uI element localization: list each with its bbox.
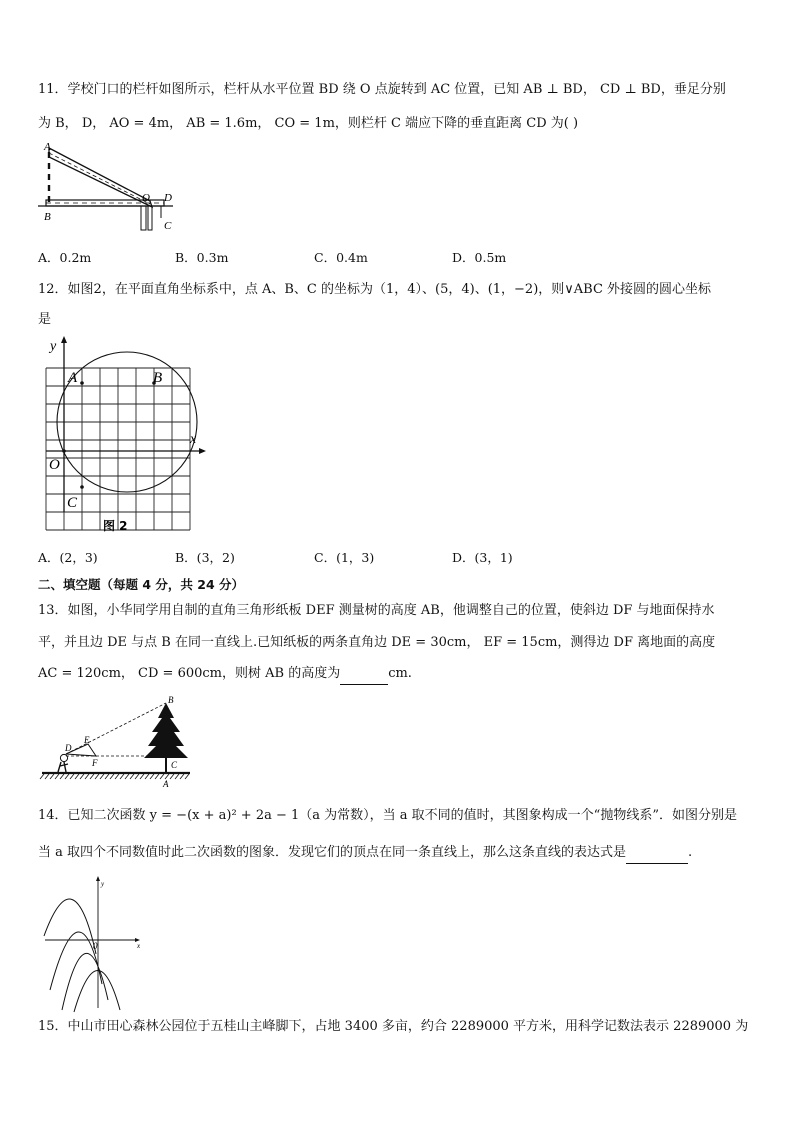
q14-label-o: 0 xyxy=(93,941,98,951)
q13-sightline-db xyxy=(66,703,166,754)
q12-caption: 图 2 xyxy=(103,519,128,533)
q14-answer-blank[interactable] xyxy=(626,843,688,864)
q11-line2: 为 B， D， AO = 4m， AB = 1.6m， CO = 1m，则栏杆 C 端应下降的垂直距离 CD 为( ) xyxy=(38,116,579,131)
q13-line2: 平，并且边 DE 与点 B 在同一直线上.已知纸板的两条直角边 DE = 30cm， EF = 15cm，测得边 DF 离地面的高度 xyxy=(38,635,716,650)
q12-option-c[interactable]: C．(1，3) xyxy=(314,550,375,565)
q13-ground-hatch xyxy=(180,774,184,779)
q11-post xyxy=(141,206,146,230)
section-fill-in-title: 二、填空题（每题 4 分，共 24 分） xyxy=(38,577,245,592)
q13-person xyxy=(60,754,67,761)
q12-option-b[interactable]: B．(3，2) xyxy=(175,550,235,565)
q13-ground-hatch xyxy=(100,774,104,779)
q13-ground-hatch xyxy=(150,774,154,779)
q13-ground-hatch xyxy=(55,774,59,779)
q14-label-y: y xyxy=(101,880,105,888)
q13-figure xyxy=(40,694,200,794)
q13-line3 xyxy=(38,664,412,685)
q13-line1: 13．如图，小华同学用自制的直角三角形纸板 DEF 测量树的高度 AB，他调整自己的位置，使斜边 DF 与地面保持水 xyxy=(38,603,715,618)
q11-line1: 11．学校门口的栏杆如图所示，栏杆从水平位置 BD 绕 O 点旋转到 AC 位置，已知 AB ⊥ BD， CD ⊥ BD，垂足分别 xyxy=(38,82,726,97)
q11-label-b: B xyxy=(44,211,51,223)
q15-line1: 15．中山市田心森林公园位于五桂山主峰脚下，占地 3400 多亩，约合 2289000 平方米，用科学记数法表示 2289000 为 xyxy=(38,1019,749,1034)
q14-line2-text: 当 a 取四个不同数值时此二次函数的图象．发现它们的顶点在同一条直线上，那么这条直线的表达式是 xyxy=(38,845,627,860)
q14-period: . xyxy=(688,845,693,860)
q13-label-a: A xyxy=(163,779,169,789)
q13-ground-hatch xyxy=(130,774,134,779)
q12-label-o: O xyxy=(49,457,60,473)
q11-label-d: D xyxy=(164,192,172,204)
q13-tree xyxy=(144,703,188,758)
q14-figure xyxy=(40,872,150,1012)
q13-unit: cm. xyxy=(388,666,412,681)
q13-ground-hatch xyxy=(170,774,174,779)
q11-figure xyxy=(38,140,188,232)
q13-ground-hatch xyxy=(40,774,44,779)
q14-line2 xyxy=(38,843,692,864)
q13-ground-hatch xyxy=(60,774,64,779)
q14-label-x: x xyxy=(137,942,141,950)
q13-label-f: F xyxy=(92,758,98,768)
q12-point-c xyxy=(80,485,84,489)
q14-parabola-4 xyxy=(74,970,120,1012)
q11-label-c: C xyxy=(164,220,172,232)
q13-ground-hatch xyxy=(95,774,99,779)
q11-option-b[interactable]: B．0.3m xyxy=(175,250,229,265)
q12-line1: 12．如图2，在平面直角坐标系中，点 A、B、C 的坐标为（1，4）、(5，4)、(1，−2)，则∨ABC 外接圆的圆心坐标 xyxy=(38,282,712,297)
q13-ground-hatch xyxy=(50,774,54,779)
q12-label-y: y xyxy=(50,339,57,354)
q13-ground-hatch xyxy=(70,774,74,779)
q12-label-x: x xyxy=(190,432,197,447)
q13-ground-hatch xyxy=(65,774,69,779)
q13-ground-hatch xyxy=(45,774,49,779)
q13-ground-hatch xyxy=(140,774,144,779)
q12-label-a: A xyxy=(68,370,78,386)
q13-ground-hatch xyxy=(125,774,129,779)
q13-ground-hatch xyxy=(90,774,94,779)
q13-label-d: D xyxy=(65,743,72,753)
q11-option-a[interactable]: A．0.2m xyxy=(38,250,92,265)
q12-point-a xyxy=(80,381,84,385)
q13-ground-hatch xyxy=(115,774,119,779)
q13-label-b: B xyxy=(168,695,174,705)
q12-label-b: B xyxy=(153,370,163,386)
q13-ground-hatch xyxy=(105,774,109,779)
q14-line1: 14．已知二次函数 y = −(x + a)² + 2a − 1（a 为常数），当 a 取不同的值时，其图象构成一个“抛物线系”．如图分别是 xyxy=(38,808,737,823)
q13-answer-blank[interactable] xyxy=(340,664,388,685)
q12-option-d[interactable]: D．(3，1) xyxy=(452,550,513,565)
q12-line2: 是 xyxy=(38,312,52,327)
q13-ground-hatch xyxy=(135,774,139,779)
q13-line3-text: AC = 120cm， CD = 600cm，则树 AB 的高度为 xyxy=(38,666,341,681)
q13-label-c: C xyxy=(171,760,178,770)
q14-parabola-1 xyxy=(44,899,96,954)
q12-option-a[interactable]: A．(2，3) xyxy=(38,550,98,565)
q13-ground-hatch xyxy=(120,774,124,779)
q12-figure xyxy=(38,336,208,536)
q13-ground-hatch xyxy=(110,774,114,779)
q13-label-e: E xyxy=(84,735,90,745)
q11-label-o: O xyxy=(142,192,150,204)
q11-option-c[interactable]: C．0.4m xyxy=(314,250,368,265)
q13-ground-hatch xyxy=(155,774,159,779)
q13-ground-hatch xyxy=(80,774,84,779)
q13-ground-hatch xyxy=(185,774,189,779)
q11-option-d[interactable]: D．0.5m xyxy=(452,250,507,265)
q11-bar-ac xyxy=(49,148,152,207)
q13-ground-hatch xyxy=(85,774,89,779)
q13-ground-hatch xyxy=(75,774,79,779)
q13-ground-hatch xyxy=(175,774,179,779)
q13-ground-hatch xyxy=(145,774,149,779)
q12-origin xyxy=(62,449,66,453)
q11-label-a: A xyxy=(44,141,51,153)
q12-label-c: C xyxy=(67,495,78,511)
